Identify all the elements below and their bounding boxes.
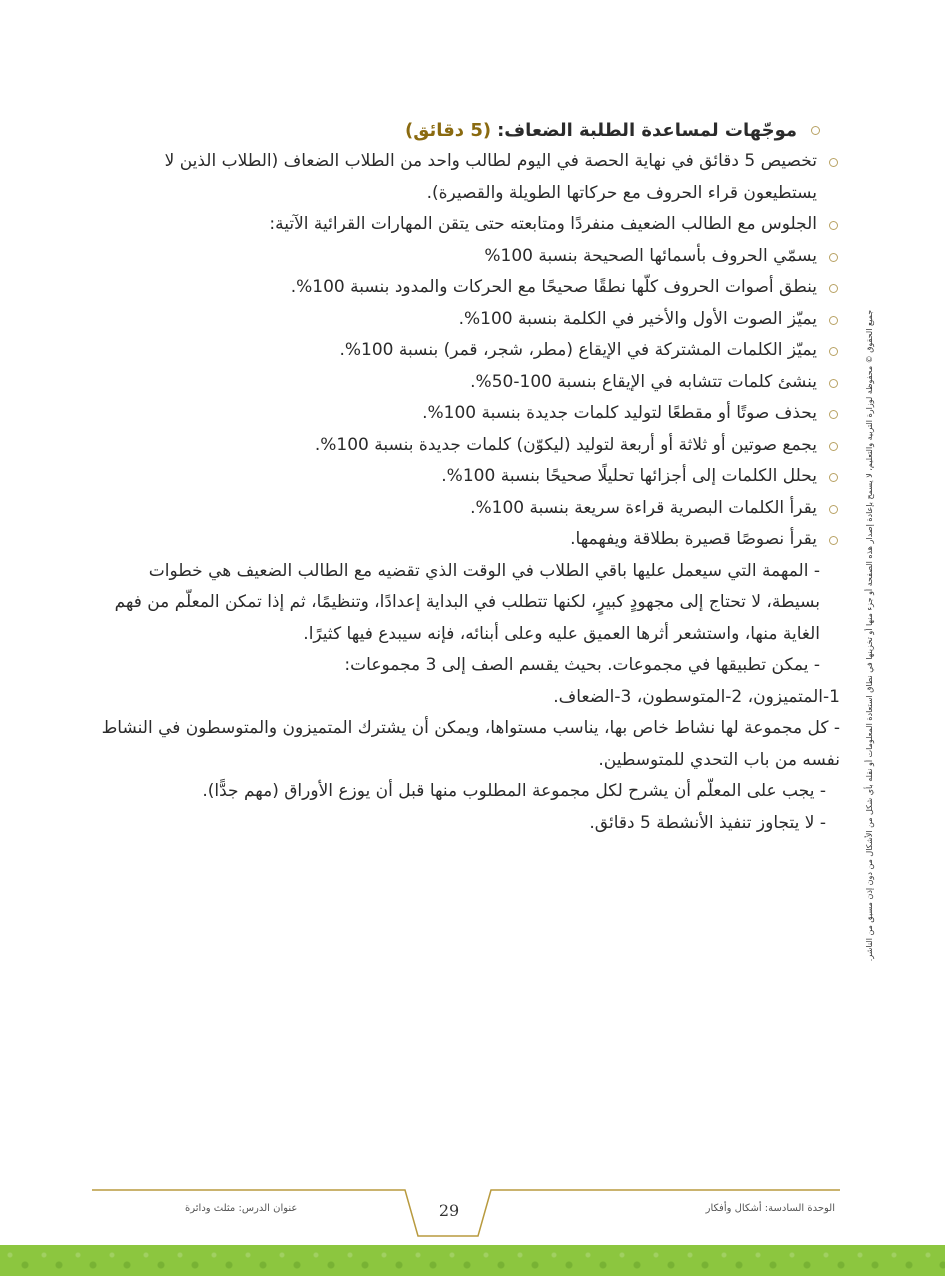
bullet-icon bbox=[829, 536, 838, 545]
list-item-text: يميّز الصوت الأول والأخير في الكلمة بنسبة 100%. bbox=[458, 308, 817, 329]
list-item bbox=[95, 241, 840, 273]
bullet-icon bbox=[829, 284, 838, 293]
copyright-side-note bbox=[840, 295, 900, 975]
bullet-icon bbox=[829, 410, 838, 419]
list-item bbox=[95, 524, 840, 556]
list-item bbox=[95, 461, 840, 493]
list-item bbox=[95, 146, 840, 209]
list-item-text: ينشئ كلمات تتشابه في الإيقاع بنسبة 100-50%. bbox=[470, 371, 817, 392]
list-item-text: يقرأ الكلمات البصرية قراءة سريعة بنسبة 100%. bbox=[470, 497, 817, 518]
bullet-icon bbox=[829, 158, 838, 167]
list-item bbox=[95, 304, 840, 336]
list-item-text: يجمع صوتين أو ثلاثة أو أربعة لتوليد (ليكوّن) كلمات جديدة بنسبة 100%. bbox=[314, 434, 817, 455]
copyright-text: جميع الحقوق © محفوظة لوزارة التربية والتعليم، لا يسمح بإعادة إصدار هذه الصفحة أو جزء منها أو تخزينها في نطاق استعادة المعلومات أو نقله بأي شكل من الأشكال من دون إذن مسبق من الناشر. bbox=[865, 309, 875, 961]
unit-title: الوحدة السادسة: أشكال وأفكار bbox=[705, 1203, 835, 1214]
bullet-icon bbox=[829, 316, 838, 325]
lesson-title: عنوان الدرس: مثلث ودائرة bbox=[185, 1203, 298, 1214]
list-item bbox=[95, 398, 840, 430]
bullet-icon bbox=[829, 347, 838, 356]
bullet-icon bbox=[829, 253, 838, 262]
list-item-text: ينطق أصوات الحروف كلّها نطقًا صحيحًا مع الحركات والمدود بنسبة 100%. bbox=[290, 277, 817, 297]
section-heading bbox=[95, 114, 840, 146]
list-item-text: يسمّي الحروف بأسمائها الصحيحة بنسبة 100% bbox=[484, 245, 817, 266]
bullet-icon bbox=[829, 505, 838, 514]
decorative-footer-band bbox=[0, 1245, 945, 1276]
bullet-icon bbox=[811, 126, 820, 135]
paragraph: - كل مجموعة لها نشاط خاص بها، يناسب مستواها، ويمكن أن يشترك المتميزون والمتوسطون في النشاط نفسه من باب التحدي للمتوسطين. bbox=[101, 718, 840, 770]
bullet-icon bbox=[829, 379, 838, 388]
paragraph: - المهمة التي سيعمل عليها باقي الطلاب في الوقت الذي تقضيه مع الطالب الضعيف هي خطوات بسيطة، لا تحتاج إلى مجهودٍ كبيرٍ، لكنها تتطلب في البداية إعدادًا، وتنظيمًا، ثم إذا تمكن المعلّم من فهم الغاية منها، واستشعر أثرها العميق عليه وعلى أبنائه، فإنه سيبدع فيها كثيرًا. bbox=[114, 560, 820, 644]
paragraph: - يمكن تطبيقها في مجموعات. بحيث يقسم الصف إلى 3 مجموعات: bbox=[344, 655, 820, 675]
list-item bbox=[95, 335, 840, 367]
list-item bbox=[95, 493, 840, 525]
list-item-text: يحذف صوتًا أو مقطعًا لتوليد كلمات جديدة بنسبة 100%. bbox=[422, 403, 817, 423]
bullet-icon bbox=[829, 473, 838, 482]
list-item-text: تخصيص 5 دقائق في نهاية الحصة في اليوم لطالب واحد من الطلاب الضعاف (الطلاب الذين لا يستطيعون قراء الحروف مع حركاتها الطويلة والقصيرة). bbox=[164, 151, 817, 203]
page-number: 29 bbox=[438, 1201, 460, 1220]
bullet-icon bbox=[829, 221, 838, 230]
list-item bbox=[95, 272, 840, 304]
page-content bbox=[95, 114, 840, 839]
paragraph: - لا يتجاوز تنفيذ الأنشطة 5 دقائق. bbox=[589, 812, 826, 833]
list-item-text: يحلل الكلمات إلى أجزائها تحليلًا صحيحًا بنسبة 100%. bbox=[441, 466, 817, 486]
heading-duration: (5 دقائق) bbox=[405, 119, 492, 141]
list-item-text: الجلوس مع الطالب الضعيف منفردًا ومتابعته حتى يتقن المهارات القرائية الآتية: bbox=[269, 214, 817, 234]
list-item-text: يميّز الكلمات المشتركة في الإيقاع (مطر، شجر، قمر) بنسبة 100%. bbox=[339, 340, 817, 360]
list-item bbox=[95, 209, 840, 241]
paragraph: 1-المتميزون، 2-المتوسطون، 3-الضعاف. bbox=[553, 686, 840, 707]
list-item bbox=[95, 430, 840, 462]
list-item bbox=[95, 367, 840, 399]
list-item-text: يقرأ نصوصًا قصيرة بطلاقة ويفهمها. bbox=[570, 529, 817, 549]
bullet-icon bbox=[829, 442, 838, 451]
heading-title: موجّهات لمساعدة الطلبة الضعاف: bbox=[497, 119, 797, 141]
paragraph: - يجب على المعلّم أن يشرح لكل مجموعة المطلوب منها قبل أن يوزع الأوراق (مهم جدًّا). bbox=[202, 781, 826, 801]
